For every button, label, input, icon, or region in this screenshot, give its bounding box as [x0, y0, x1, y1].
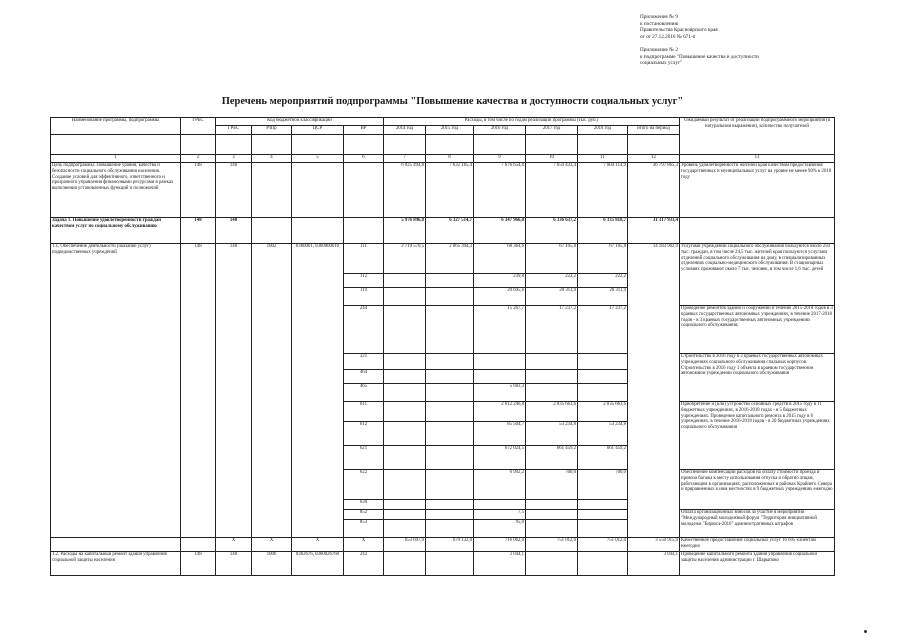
- vr-cell: 244: [344, 306, 384, 354]
- task-grbs2: 148: [216, 218, 252, 244]
- column-number: 3: [216, 155, 252, 163]
- result-text: Оплата организационных взносов за участие в мероприятии "Международный молодежный форум "Территория инициативной молодежи "Бирюса-2016" административных штрафов: [680, 510, 835, 538]
- result-text: Строительство в 2016 году в 2 краевых государственных автономных учреждениях социального обслуживания спальных корпусов. Строительство в 2016 году 1 объекта в краевом государственном автономном учреждении социального обслуживания: [680, 354, 835, 402]
- cell-2017: 17 237,2: [526, 306, 578, 354]
- vr-cell: 321: [344, 354, 384, 370]
- vr-cell: 853: [344, 520, 384, 538]
- item12-result: Проведение капитального ремонта здания управления социальной защиты населения администрации г. Шарыпово: [680, 552, 835, 576]
- col-csr-header: ЦСР: [292, 126, 344, 135]
- cell-2018: 17 237,2: [578, 306, 628, 354]
- vr-cell: 630: [344, 500, 384, 510]
- goal-2017: 7 659 433,4: [526, 163, 578, 218]
- column-number: 12: [628, 155, 680, 163]
- col-2016-header: 2016 год: [474, 126, 526, 135]
- column-number: 11: [578, 155, 628, 163]
- col-rzpr-header: РзПр: [252, 126, 292, 135]
- col-total-header: итого на период: [628, 126, 680, 135]
- x-result: Качественное предоставление социальных услуг 16 695 клиентам ежегодно: [680, 538, 835, 552]
- x-total: 3 550 915,9: [628, 538, 680, 552]
- column-number: 13: [680, 155, 835, 163]
- item12-csr: 0362676, 0360026760: [292, 552, 344, 576]
- column-number: 7: [384, 155, 426, 163]
- col-2018-header: 2018 год: [578, 126, 628, 135]
- result-text: Обеспечение компенсации расходов на оплату стоимости проезда и провоза багажа к месту использования отпуска и обратно лицам, работающим в организациях, расположенных в районах Крайнего Севера и приравненных к ним местностях в 9 бюджетных учреждениях ежегодно: [680, 470, 835, 510]
- task-grbs: 148: [181, 218, 216, 244]
- col-2017-header: 2017 год: [526, 126, 578, 135]
- x-cell: X: [344, 538, 384, 552]
- cell-2017: 67 105,8: [526, 244, 578, 274]
- item11-row: [51, 244, 835, 274]
- cell-2018: 700,0: [578, 470, 628, 500]
- cell-2017: 661 459,2: [526, 446, 578, 470]
- task-row: [51, 218, 835, 244]
- item11-name: 1.1. Обеспечение деятельности (оказание услуг) подведомственных учреждений: [51, 244, 181, 538]
- column-number: 10: [526, 155, 578, 163]
- result-text: Проведение ремонтов зданий и сооружений в течение 2015-2018 годов в 3 краевых государственных автономных учреждениях, в течение 2017-2018 годов - в 3 краевых государственных автономных учреждениях социального обслуживания;: [680, 306, 835, 354]
- vr-cell: 611: [344, 402, 384, 422]
- cell-2018: 222,2: [578, 274, 628, 288]
- cell-2014: 2 719 570,5: [384, 244, 426, 274]
- cell-2018: 20 311,9: [578, 288, 628, 306]
- cell-2015: 2 865 394,3: [426, 244, 474, 274]
- column-number-row: [51, 155, 835, 163]
- item12-2016: 3 044,1: [474, 552, 526, 576]
- item12-name: 1.2. Расходы на капитальный ремонт здания управления социальной защиты населения: [51, 552, 181, 576]
- cell-2016: 672 024,5: [474, 446, 526, 470]
- appendix-line: [640, 40, 890, 47]
- column-number: 6: [344, 155, 384, 163]
- column-number: 8: [426, 155, 474, 163]
- appendix-line: к подпрограмме "Повышение качества и доступности: [640, 53, 759, 60]
- cell-2017: 20 311,9: [526, 288, 578, 306]
- col-vr-header: ВР: [344, 126, 384, 135]
- appendix-note: [640, 14, 890, 67]
- task-2015: 6 327 514,7: [426, 218, 474, 244]
- cell-2016: 7,5: [474, 510, 526, 520]
- page-title: Перечень мероприятий подпрограммы "Повышение качества и доступности социальных услуг": [221, 96, 684, 107]
- col-2015-header: 2015 год: [426, 126, 474, 135]
- cell-2016: 20 695,6: [474, 288, 526, 306]
- measures-table: [50, 117, 835, 576]
- item12-vr: 243: [344, 552, 384, 576]
- column-number: 5: [292, 155, 344, 163]
- cell-2018: 2 035 663,6: [578, 402, 628, 422]
- cell-2017: 53 234,8: [526, 422, 578, 446]
- cell-2016: 2 612 246,8: [474, 402, 526, 422]
- goal-total: 36 797 865,3: [628, 163, 680, 218]
- vr-cell: 111: [344, 244, 384, 274]
- cell-2017: 700,0: [526, 470, 578, 500]
- vr-cell: 112: [344, 274, 384, 288]
- col-result-header: Ожидаемый результат от реализации подпрограммного мероприятия (в натуральном выражении), количество получателей: [680, 118, 835, 155]
- appendix-line: Приложение № 9: [640, 14, 678, 20]
- column-number: 2: [181, 155, 216, 163]
- task-name: Задача 1. Повышение удовлетворенности граждан качеством услуг по социальному обслуживанию: [51, 218, 181, 244]
- vr-cell: 465: [344, 384, 384, 402]
- cell-2016: 95,0: [474, 520, 526, 538]
- goal-name: Цель подпрограммы: Повышение уровня, качества и безопасности социального обслуживания населения. Создание условий для эффективного, ответственного и прозрачного управления финансовыми ресурсами в рамках выполнения установленных функций и полномочий: [51, 163, 181, 218]
- cell-2016: 5 683,3: [474, 384, 526, 402]
- goal-2018: 7 804 114,9: [578, 163, 628, 218]
- x-2014: 653 697,9: [384, 538, 426, 552]
- item12-grbs2: 148: [216, 552, 252, 576]
- cell-2018: 661 459,2: [578, 446, 628, 470]
- column-number: 4: [252, 155, 292, 163]
- x-cell: X: [216, 538, 252, 552]
- x-2017: 751 012,0: [526, 538, 578, 552]
- task-total: 31 317 933,4: [628, 218, 680, 244]
- item12-grbs: 148: [181, 552, 216, 576]
- cell-2016: 6 992,2: [474, 470, 526, 500]
- goal-2014: 6 025 494,8: [384, 163, 426, 218]
- cell-2016: 239,8: [474, 274, 526, 288]
- appendix-line: к постановлению: [640, 20, 679, 27]
- appendix-line: Правительства Красноярского края: [640, 27, 718, 34]
- col-kbk-header: Код бюджетной классификации: [216, 118, 384, 126]
- goal-grbs: 148: [181, 163, 216, 218]
- cell-2016: 15 267,7: [474, 306, 526, 354]
- vr-cell: 622: [344, 470, 384, 500]
- cell-2018: 53 234,8: [578, 422, 628, 446]
- cell-2016: 68 364,6: [474, 244, 526, 274]
- item12-row: [51, 552, 835, 576]
- vr-cell: 621: [344, 446, 384, 470]
- goal-result: Уровень удовлетворенности жителей края качеством предоставления государственных и муниципальных услуг на уровне не менее 90% к 2018 году: [680, 163, 835, 218]
- col-grbs2-header: ГРБС: [216, 126, 252, 135]
- goal-row: [51, 163, 835, 218]
- cell-2018: 67 105,8: [578, 244, 628, 274]
- column-number: 1: [51, 155, 181, 163]
- item12-total: 3 044,1: [628, 552, 680, 576]
- item11-rzpr: 1002: [252, 244, 292, 538]
- task-2016: 6 347 966,0: [474, 218, 526, 244]
- cell-2016: 85 504,7: [474, 422, 526, 446]
- appendix-line: Приложение № 2: [640, 46, 678, 53]
- x-cell: X: [292, 538, 344, 552]
- x-cell: X: [252, 538, 292, 552]
- vr-cell: 119: [344, 288, 384, 306]
- task-2017: 6 336 637,2: [526, 218, 578, 244]
- item11-csr: 0360061, 0360000610: [292, 244, 344, 538]
- task-2018: 6 335 818,7: [578, 218, 628, 244]
- x-2018: 751 012,0: [578, 538, 628, 552]
- item11-grbs2: 148: [216, 244, 252, 538]
- task-2014: 5 976 896,8: [384, 218, 426, 244]
- result-text: Приобретение и (или) устройство основных средств в 2015 году в 11 бюджетных учреждениях, в 2016-2018 годах - в 5 бюджетных учреждениях. Проведение капитального ремонта в 2015 году в 6 учреждениях, в течение 2016-2018 годов - в 20 бюджетных учреждениях социального обслуживания: [680, 402, 835, 470]
- item11-grbs: 148: [181, 244, 216, 538]
- appendix-line: от от 27.12.2016 № 671-п: [640, 33, 696, 40]
- col-grbs-header: ГРБС: [181, 118, 216, 135]
- x-2015: 679 132,0: [426, 538, 474, 552]
- result-text: Услугами учреждений социального обслуживания пользуются около 250 тыс. граждан, в том числе 24,5 тыс. жителей края пользуются услугами отделений социального обслуживания на дому, в специализированных отделениях социально-медицинского обслуживания. В стационарных условиях проживают около 7 тыс. человек, в том числе 1,6 тыс. детей: [680, 244, 835, 306]
- item11-total: 14 183 962,9: [628, 244, 680, 538]
- x-row: [51, 538, 835, 552]
- goal-grbs2: 148: [216, 163, 252, 218]
- vr-cell: 612: [344, 422, 384, 446]
- cell-2017: 222,2: [526, 274, 578, 288]
- x-2016: 716 062,0: [474, 538, 526, 552]
- vr-cell: 852: [344, 510, 384, 520]
- goal-2015: 7 632 185,4: [426, 163, 474, 218]
- col-2014-header: 2014 год: [384, 126, 426, 135]
- vr-cell: 464: [344, 370, 384, 384]
- scan-speck: [864, 630, 867, 633]
- cell-2017: 2 035 663,6: [526, 402, 578, 422]
- appendix-line: социальных услуг": [640, 60, 683, 67]
- col-name-header: Наименование программы, подпрограммы: [51, 118, 181, 135]
- goal-2016: 7 676 654,8: [474, 163, 526, 218]
- column-number: 9: [474, 155, 526, 163]
- item12-rzpr: 1006: [252, 552, 292, 576]
- col-expenses-header: Расходы, в том числе по годам реализации программы (тыс. руб.): [384, 118, 680, 126]
